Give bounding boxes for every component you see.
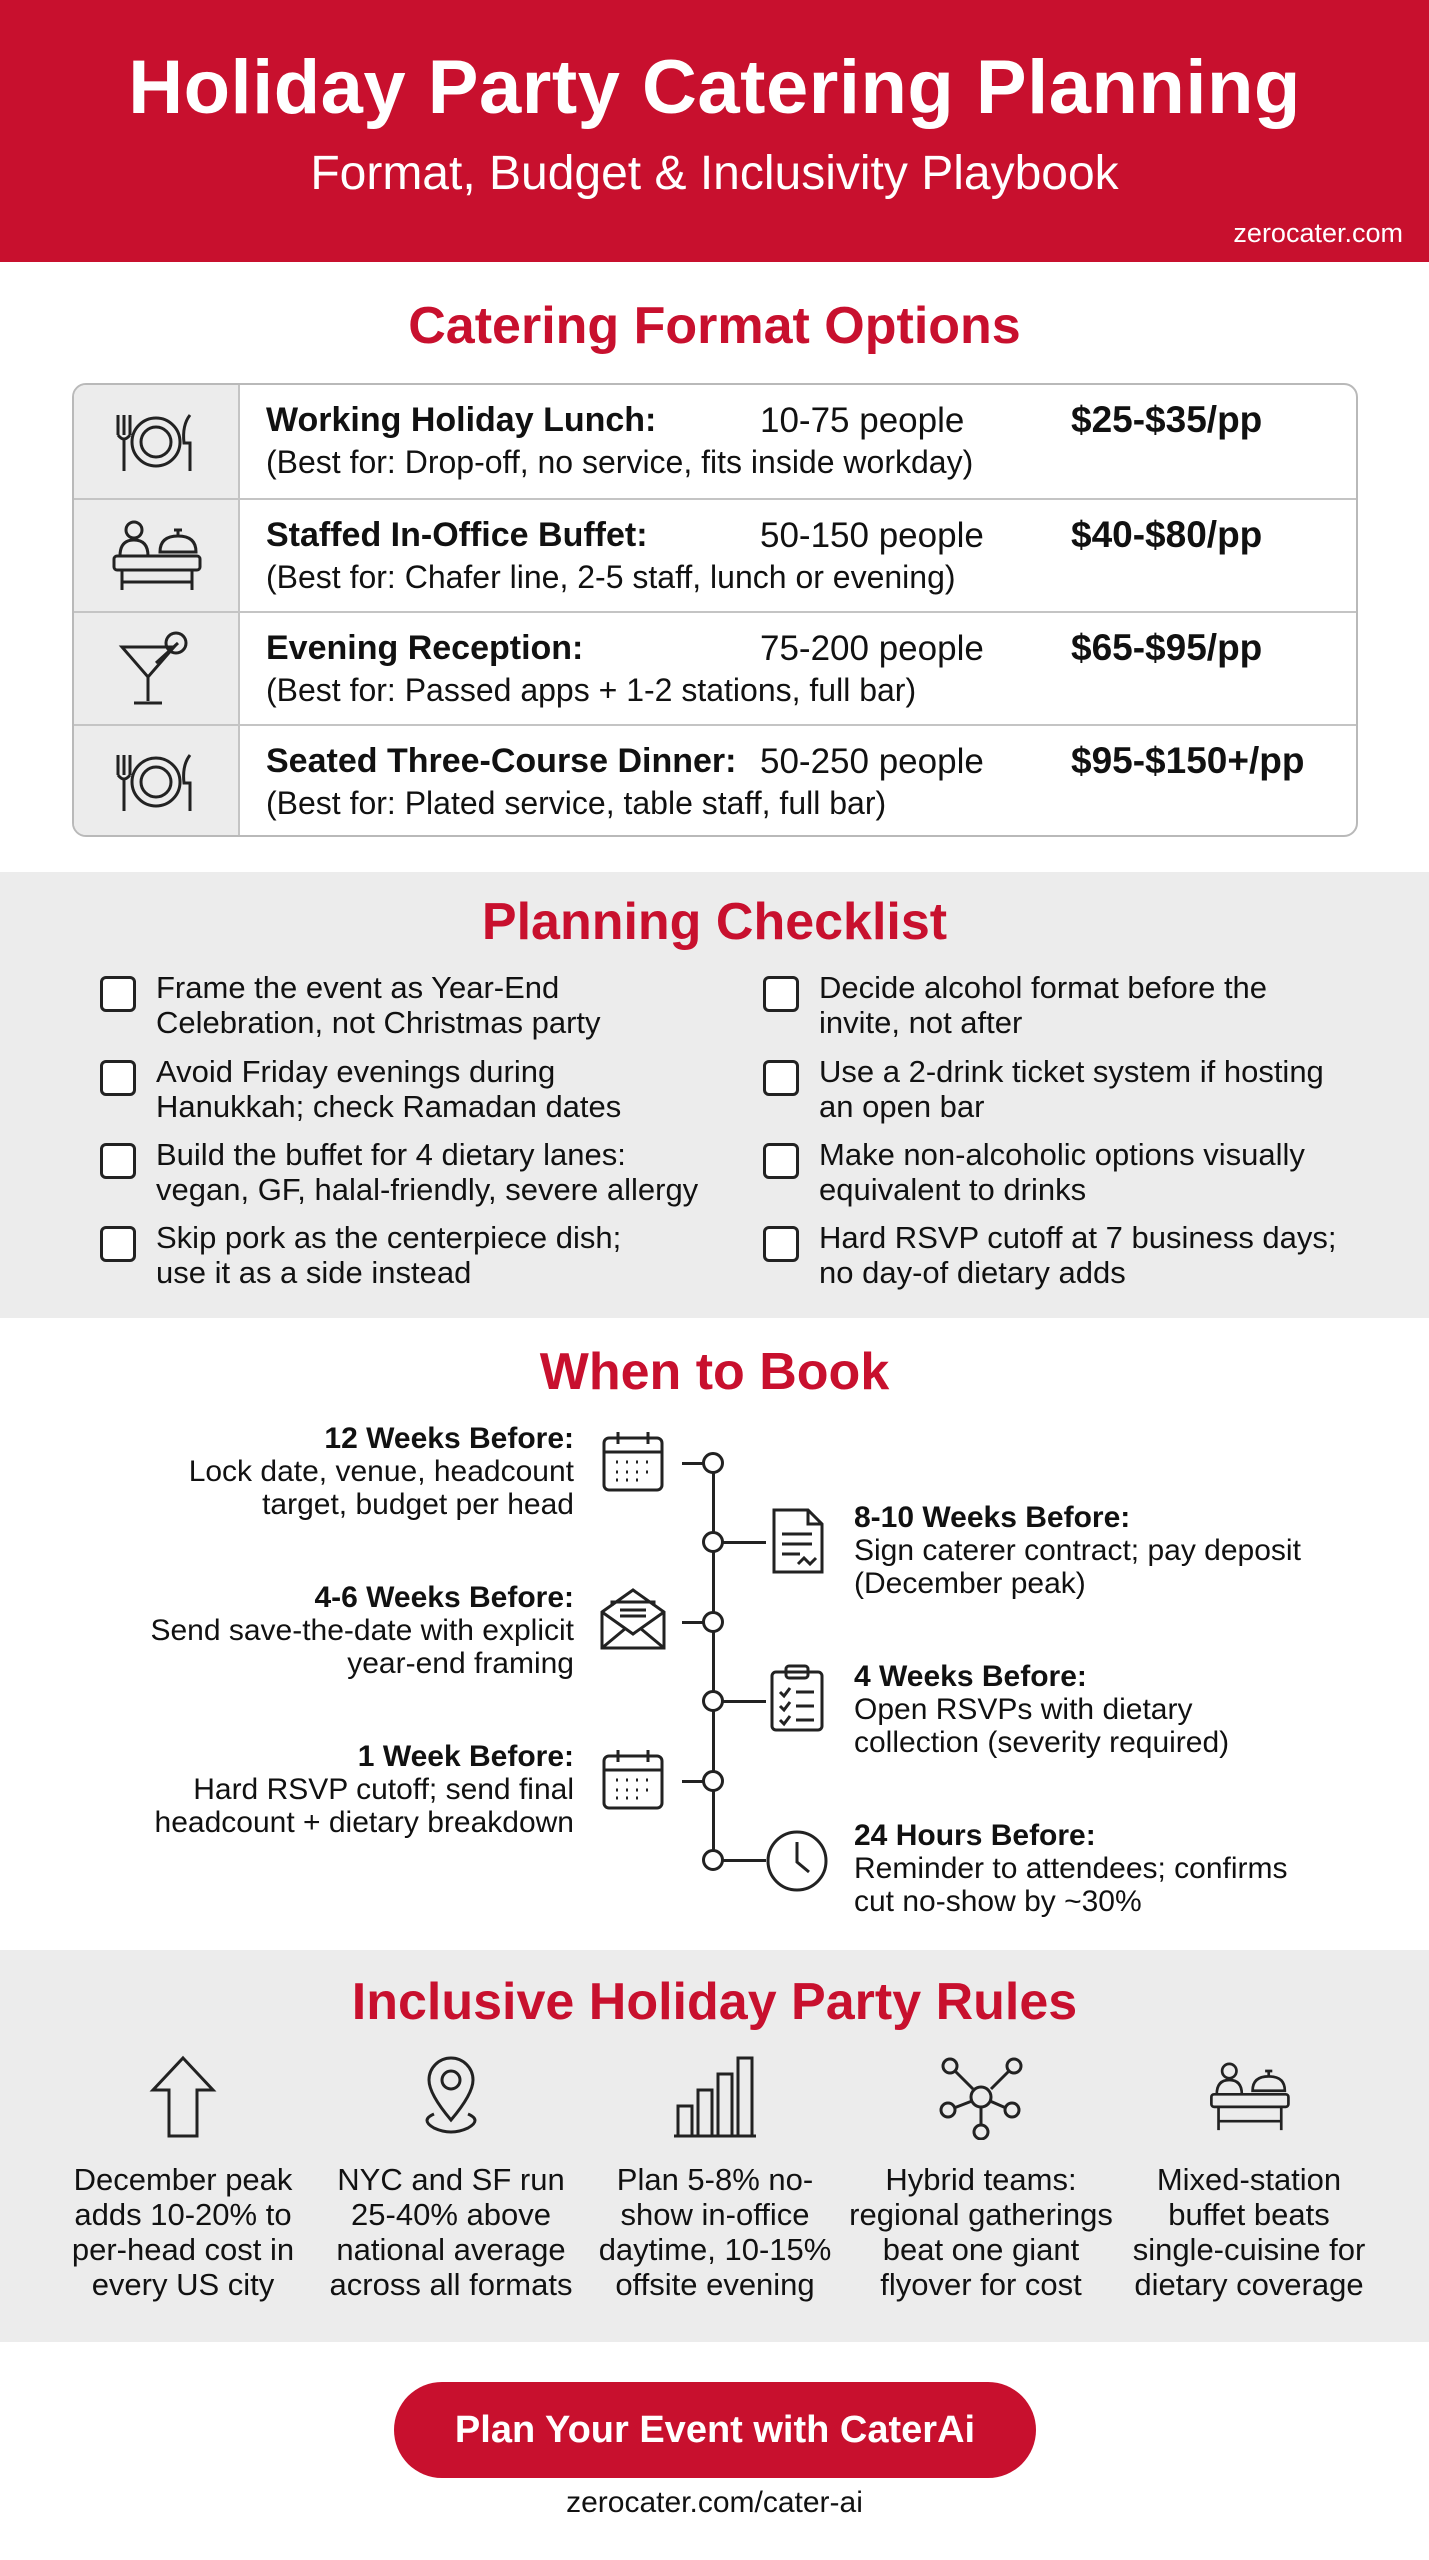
plate-cutlery-icon xyxy=(108,407,204,477)
timeline-text: collection (severity required) xyxy=(854,1726,1230,1759)
format-best-for: (Best for: Plated service, table staff, full bar) xyxy=(266,785,887,821)
arrow-up-icon xyxy=(148,2054,218,2140)
timeline-heading: 12 Weeks Before: xyxy=(324,1422,574,1455)
format-best-for: (Best for: Passed apps + 1-2 stations, full bar) xyxy=(266,672,917,708)
checkbox[interactable] xyxy=(763,1143,799,1179)
checklist-text: Decide alcohol format before the xyxy=(819,970,1268,1005)
timeline-event xyxy=(854,1819,1374,1918)
site-link[interactable]: zerocater.com xyxy=(1233,218,1403,248)
format-price: $40-$80/pp xyxy=(1071,514,1263,555)
format-best-for: (Best for: Chafer line, 2-5 staff, lunch or evening) xyxy=(266,559,956,595)
calendar-icon xyxy=(600,1746,666,1812)
timeline-dot xyxy=(702,1531,724,1553)
checklist-text: equivalent to drinks xyxy=(819,1172,1087,1207)
checkbox[interactable] xyxy=(763,976,799,1012)
timeline-text: year-end framing xyxy=(347,1647,574,1680)
checklist-text: Avoid Friday evenings during xyxy=(156,1054,556,1089)
format-size: 75-200 people xyxy=(760,629,984,668)
rule-item: Hybrid teams: regional gatherings beat one giant flyover for cost xyxy=(849,2162,1113,2302)
checklist-text: use it as a side instead xyxy=(156,1255,472,1290)
formats-title: Catering Format Options xyxy=(408,297,1021,355)
checklist-text: invite, not after xyxy=(819,1005,1023,1040)
format-price: $65-$95/pp xyxy=(1071,627,1263,668)
timeline-text: Open RSVPs with dietary xyxy=(854,1693,1193,1726)
format-size: 10-75 people xyxy=(760,401,965,440)
formats-table xyxy=(72,383,1358,837)
format-best-for: (Best for: Drop-off, no service, fits inside workday) xyxy=(266,444,974,480)
timeline-text: Send save-the-date with explicit xyxy=(150,1614,574,1647)
timeline-text: headcount + dietary breakdown xyxy=(154,1806,574,1839)
page-subtitle: Format, Budget & Inclusivity Playbook xyxy=(310,147,1119,200)
bar-chart-icon xyxy=(672,2054,758,2140)
timeline-dot xyxy=(702,1690,724,1712)
checklist-text: an open bar xyxy=(819,1089,985,1124)
checkbox[interactable] xyxy=(100,1060,136,1096)
timeline-dot xyxy=(702,1611,724,1633)
format-row xyxy=(74,498,1356,611)
checklist-text: Frame the event as Year-End xyxy=(156,970,560,1005)
format-name: Evening Reception: xyxy=(266,629,584,667)
timeline-heading: 4-6 Weeks Before: xyxy=(314,1581,574,1614)
timeline-text: Sign caterer contract; pay deposit xyxy=(854,1534,1301,1567)
checklist-text: vegan, GF, halal-friendly, severe allergy xyxy=(156,1172,699,1207)
calendar-icon xyxy=(600,1428,666,1494)
rules-title: Inclusive Holiday Party Rules xyxy=(351,1973,1078,2031)
checklist-text: Use a 2-drink ticket system if hosting xyxy=(819,1054,1324,1089)
timeline-dot xyxy=(702,1770,724,1792)
rule-item: Mixed-station buffet beats single-cuisine for dietary coverage xyxy=(1132,2162,1366,2302)
format-name: Working Holiday Lunch: xyxy=(266,401,657,439)
header-banner xyxy=(0,0,1429,262)
checklist-text: Hanukkah; check Ramadan dates xyxy=(156,1089,622,1124)
timeline-dot xyxy=(702,1849,724,1871)
checklist-text: Skip pork as the centerpiece dish; xyxy=(156,1220,622,1255)
timeline-text: (December peak) xyxy=(854,1567,1086,1600)
timeline-event xyxy=(854,1660,1374,1759)
timeline-text: Lock date, venue, headcount xyxy=(188,1455,574,1488)
rule-item: NYC and SF run 25-40% above national average across all formats xyxy=(329,2162,573,2302)
timeline-event xyxy=(100,1581,574,1680)
checklist-text: Build the buffet for 4 dietary lanes: xyxy=(156,1137,626,1172)
map-pin-icon xyxy=(416,2054,486,2140)
timeline-dot xyxy=(702,1452,724,1474)
timeline-event xyxy=(100,1422,574,1521)
cta-button[interactable]: Plan Your Event with CaterAi xyxy=(394,2382,1036,2478)
timeline-heading: 1 Week Before: xyxy=(357,1740,574,1773)
format-row xyxy=(74,724,1356,837)
checkbox[interactable] xyxy=(763,1226,799,1262)
cta-link[interactable]: zerocater.com/cater-ai xyxy=(566,2486,863,2519)
timeline-text: cut no-show by ~30% xyxy=(854,1885,1142,1918)
timeline-text: Reminder to attendees; confirms xyxy=(854,1852,1288,1885)
cocktail-glass-icon xyxy=(116,629,196,709)
rule-item: December peak adds 10-20% to per-head cost in every US city xyxy=(71,2162,295,2302)
timeline-event xyxy=(100,1740,574,1839)
checkbox[interactable] xyxy=(100,1143,136,1179)
clock-icon xyxy=(764,1828,830,1894)
checklist-text: no day-of dietary adds xyxy=(819,1255,1126,1290)
buffet-server-icon xyxy=(1206,2054,1292,2140)
timeline-heading: 8-10 Weeks Before: xyxy=(854,1501,1131,1534)
contract-icon xyxy=(768,1506,828,1576)
format-size: 50-150 people xyxy=(760,516,984,555)
clipboard-icon xyxy=(768,1662,826,1734)
format-name: Seated Three-Course Dinner: xyxy=(266,742,737,780)
buffet-server-icon xyxy=(108,516,204,596)
checklist-text: Make non-alcoholic options visually xyxy=(819,1137,1305,1172)
rule-item: Plan 5-8% no- show in-office daytime, 10-15% offsite evening xyxy=(598,2162,832,2302)
timeline-event xyxy=(854,1501,1374,1600)
format-row xyxy=(74,611,1356,724)
timeline-heading: 4 Weeks Before: xyxy=(854,1660,1087,1693)
format-price: $25-$35/pp xyxy=(1071,399,1263,440)
checklist-title: Planning Checklist xyxy=(481,893,948,951)
timeline-text: Hard RSVP cutoff; send final xyxy=(193,1773,574,1806)
checklist-text: Hard RSVP cutoff at 7 business days; xyxy=(819,1220,1337,1255)
checkbox[interactable] xyxy=(100,976,136,1012)
timeline-line xyxy=(712,1462,715,1862)
format-price: $95-$150+/pp xyxy=(1071,740,1305,781)
network-icon xyxy=(938,2054,1024,2140)
checkbox[interactable] xyxy=(763,1060,799,1096)
timeline-text: target, budget per head xyxy=(262,1488,574,1521)
timeline-heading: 24 Hours Before: xyxy=(854,1819,1096,1852)
checkbox[interactable] xyxy=(100,1226,136,1262)
timeline-title: When to Book xyxy=(539,1343,890,1401)
plate-cutlery-icon xyxy=(108,747,204,817)
format-size: 50-250 people xyxy=(760,742,984,781)
format-row xyxy=(74,385,1356,498)
checklist-text: Celebration, not Christmas party xyxy=(156,1005,601,1040)
format-name: Staffed In-Office Buffet: xyxy=(266,516,648,554)
page-title: Holiday Party Catering Planning xyxy=(128,45,1301,130)
envelope-icon xyxy=(598,1586,668,1652)
